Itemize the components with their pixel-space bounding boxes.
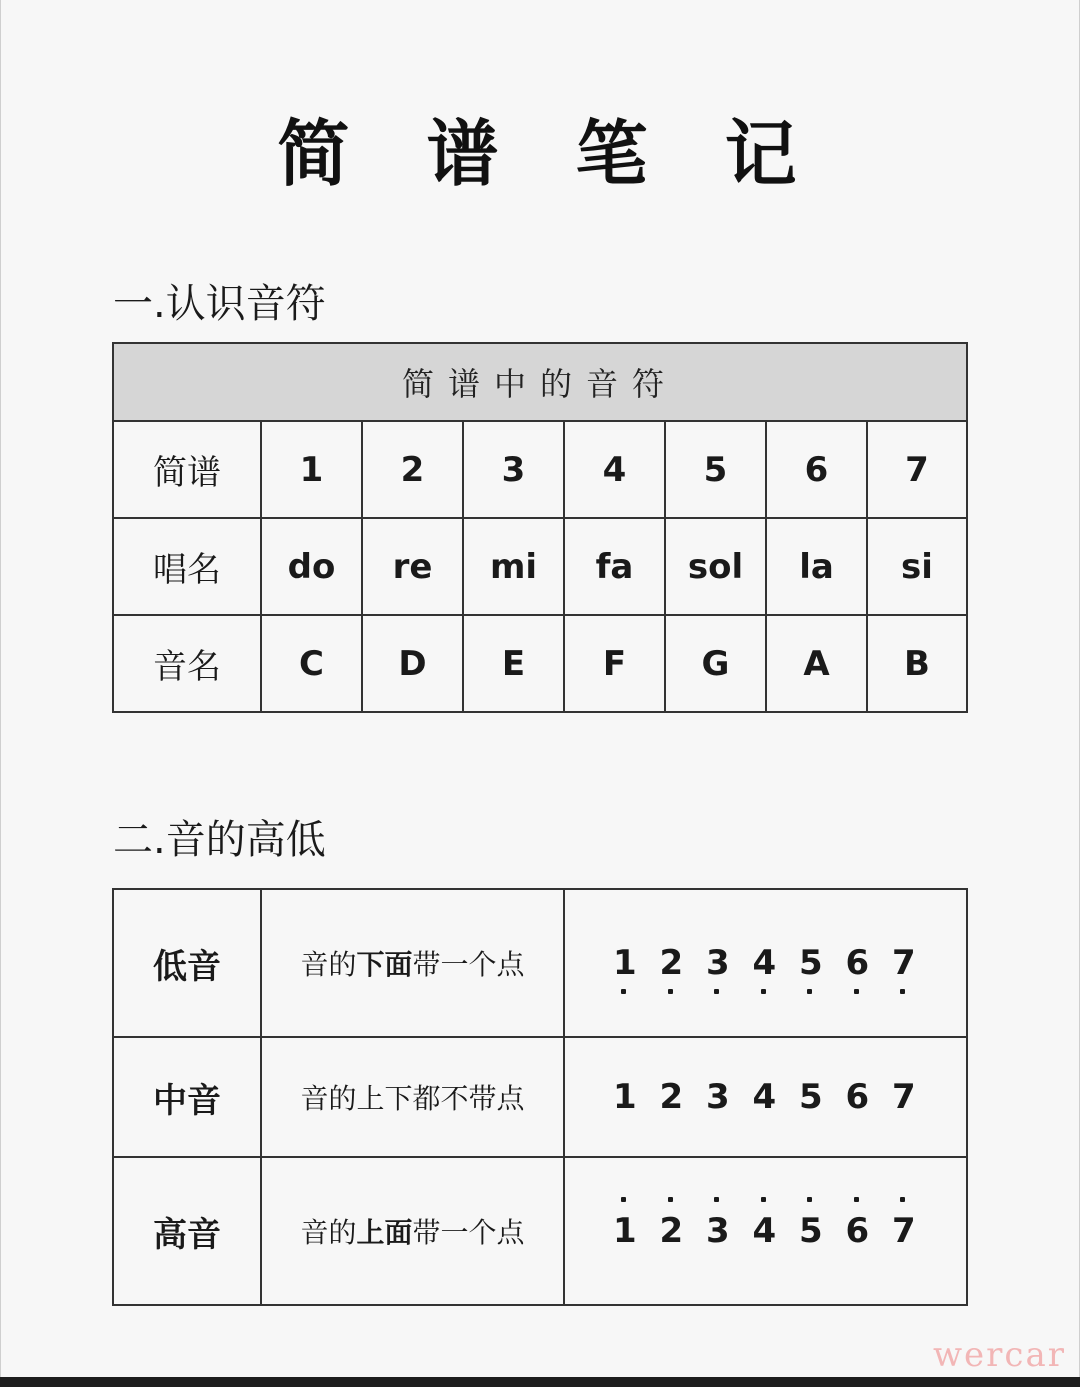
octave-dot bbox=[900, 989, 905, 994]
octave-dot bbox=[807, 1197, 812, 1202]
note-number: 1 bbox=[613, 1077, 637, 1117]
pitch-notes-cell bbox=[564, 1037, 967, 1157]
description-part: 音的 bbox=[300, 948, 357, 981]
note bbox=[753, 1067, 800, 1127]
row-label: 音名 bbox=[113, 615, 261, 712]
note-cell: 5 bbox=[665, 421, 766, 518]
note bbox=[660, 1201, 707, 1261]
note-cell: 7 bbox=[867, 421, 967, 518]
octave-dot bbox=[621, 1197, 626, 1202]
description-part: 音的上下都不带点 bbox=[300, 1082, 525, 1115]
pitch-label: 高音 bbox=[113, 1157, 261, 1305]
pitch-description bbox=[261, 889, 564, 1037]
note-cell: do bbox=[261, 518, 362, 615]
notes-table-row bbox=[113, 518, 967, 615]
note-number: 6 bbox=[845, 1211, 870, 1251]
bottom-bar bbox=[0, 1377, 1080, 1387]
pitch-row bbox=[113, 889, 967, 1037]
note bbox=[799, 1067, 846, 1127]
octave-dot bbox=[621, 989, 626, 994]
notes-sequence bbox=[565, 933, 966, 993]
pitch-notes-cell bbox=[564, 889, 967, 1037]
octave-dot bbox=[761, 989, 766, 994]
octave-dot bbox=[714, 989, 719, 994]
note-number: 6 bbox=[845, 1077, 870, 1117]
note bbox=[753, 933, 800, 993]
note-number: 3 bbox=[706, 1077, 730, 1117]
note bbox=[753, 1201, 800, 1261]
notes-sequence bbox=[565, 1067, 966, 1127]
note-number: 5 bbox=[799, 1211, 823, 1251]
description-part: 带一个点 bbox=[412, 948, 525, 981]
note-cell: B bbox=[867, 615, 967, 712]
note-number: 1 bbox=[613, 1211, 637, 1251]
note-cell: 1 bbox=[261, 421, 362, 518]
octave-dot bbox=[761, 1197, 766, 1202]
note-cell: E bbox=[463, 615, 564, 712]
pitch-row bbox=[113, 1157, 967, 1305]
note bbox=[892, 1067, 939, 1127]
note-number: 7 bbox=[892, 943, 916, 983]
note-cell: C bbox=[261, 615, 362, 712]
notes-table bbox=[112, 342, 968, 713]
pitch-notes-cell bbox=[564, 1157, 967, 1305]
note bbox=[706, 1067, 753, 1127]
note-cell: mi bbox=[463, 518, 564, 615]
note bbox=[613, 933, 660, 993]
note-cell: 4 bbox=[564, 421, 665, 518]
note bbox=[706, 933, 753, 993]
description-part: 上面 bbox=[356, 1216, 413, 1249]
note-cell: sol bbox=[665, 518, 766, 615]
octave-dot bbox=[854, 989, 859, 994]
pitch-label: 低音 bbox=[113, 889, 261, 1037]
note-number: 7 bbox=[892, 1077, 916, 1117]
note-number: 2 bbox=[659, 1077, 684, 1117]
note-cell: 3 bbox=[463, 421, 564, 518]
note bbox=[846, 1201, 893, 1261]
note-number: 4 bbox=[752, 1077, 777, 1117]
pitch-description bbox=[261, 1157, 564, 1305]
octave-dot bbox=[807, 989, 812, 994]
notes-sequence bbox=[565, 1201, 966, 1261]
note bbox=[846, 933, 893, 993]
note-number: 2 bbox=[659, 1211, 684, 1251]
note-number: 5 bbox=[799, 1077, 823, 1117]
note-cell: A bbox=[766, 615, 867, 712]
note bbox=[613, 1201, 660, 1261]
description-part: 下面 bbox=[356, 948, 413, 981]
note bbox=[799, 933, 846, 993]
note bbox=[660, 1067, 707, 1127]
octave-dot bbox=[668, 989, 673, 994]
note-number: 3 bbox=[706, 1211, 730, 1251]
octave-dot bbox=[714, 1197, 719, 1202]
section-heading-pitch: 二.音的高低 bbox=[113, 817, 326, 863]
note bbox=[846, 1067, 893, 1127]
description-part: 带一个点 bbox=[412, 1216, 525, 1249]
pitch-table bbox=[112, 888, 968, 1306]
note bbox=[613, 1067, 660, 1127]
note bbox=[660, 933, 707, 993]
note-cell: G bbox=[665, 615, 766, 712]
pitch-row bbox=[113, 1037, 967, 1157]
note-number: 4 bbox=[752, 943, 777, 983]
note bbox=[892, 1201, 939, 1261]
row-label: 唱名 bbox=[113, 518, 261, 615]
note-cell: 2 bbox=[362, 421, 463, 518]
section-heading-notes: 一.认识音符 bbox=[113, 281, 326, 327]
notes-table-row bbox=[113, 615, 967, 712]
watermark: wercar bbox=[932, 1335, 1066, 1375]
note-number: 1 bbox=[613, 943, 637, 983]
octave-dot bbox=[854, 1197, 859, 1202]
note bbox=[892, 933, 939, 993]
note-number: 4 bbox=[752, 1211, 777, 1251]
note-cell: la bbox=[766, 518, 867, 615]
note-cell: 6 bbox=[766, 421, 867, 518]
octave-dot bbox=[900, 1197, 905, 1202]
note-number: 5 bbox=[799, 943, 823, 983]
note-number: 3 bbox=[706, 943, 730, 983]
note-cell: re bbox=[362, 518, 463, 615]
note-number: 2 bbox=[659, 943, 684, 983]
page-title: 简 谱 笔 记 bbox=[277, 112, 823, 196]
notes-table-title: 简谱中的音符 bbox=[113, 343, 967, 421]
note-number: 7 bbox=[892, 1211, 916, 1251]
note-cell: si bbox=[867, 518, 967, 615]
row-label: 简谱 bbox=[113, 421, 261, 518]
pitch-description bbox=[261, 1037, 564, 1157]
note-cell: F bbox=[564, 615, 665, 712]
notes-table-row bbox=[113, 421, 967, 518]
note bbox=[706, 1201, 753, 1261]
note-number: 6 bbox=[845, 943, 870, 983]
note-cell: fa bbox=[564, 518, 665, 615]
note bbox=[799, 1201, 846, 1261]
octave-dot bbox=[668, 1197, 673, 1202]
note-cell: D bbox=[362, 615, 463, 712]
pitch-label: 中音 bbox=[113, 1037, 261, 1157]
description-part: 音的 bbox=[300, 1216, 357, 1249]
